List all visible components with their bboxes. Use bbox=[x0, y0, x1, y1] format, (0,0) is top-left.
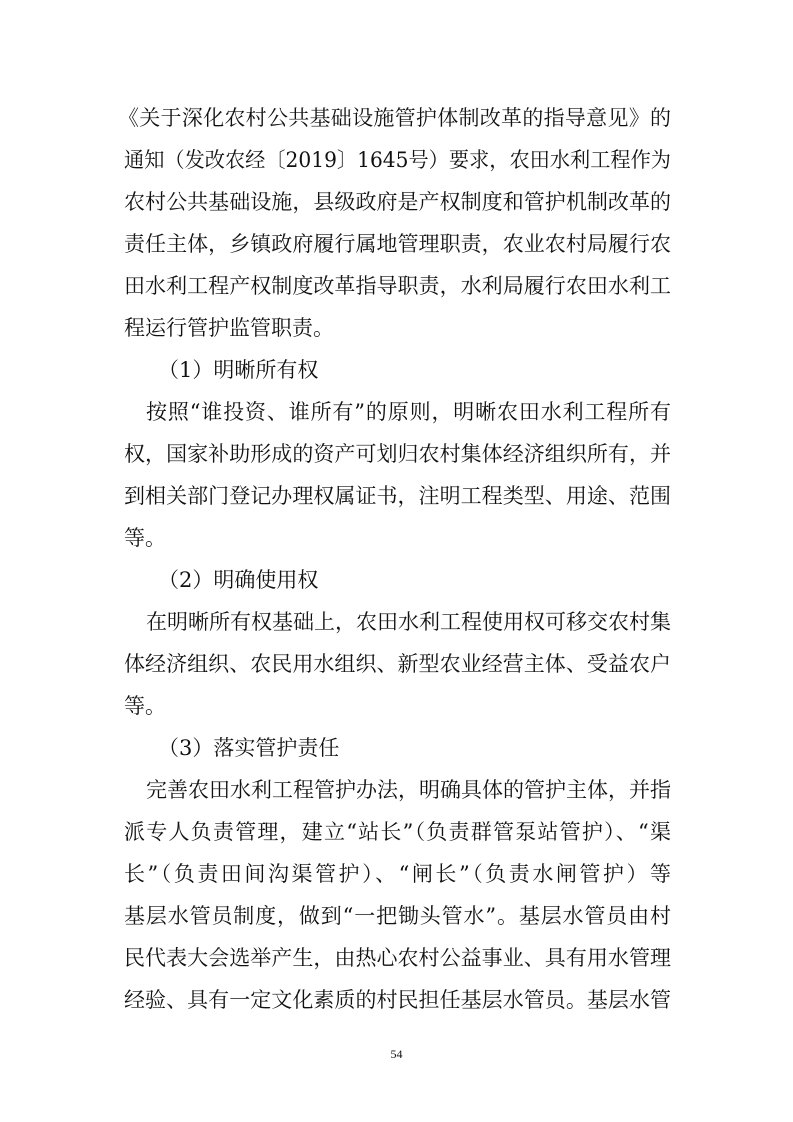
text-line: 权，国家补助形成的资产可划归农村集体经济组织所有，并 bbox=[124, 442, 672, 466]
heading-text: （1）明晰所有权 bbox=[158, 358, 319, 382]
section-2-line-2 bbox=[0, 644, 793, 684]
section-1-line-1 bbox=[0, 392, 793, 432]
text-line: 体经济组织、农民用水组织、新型农业经营主体、受益农户 bbox=[124, 652, 672, 676]
intro-line-5 bbox=[0, 266, 793, 306]
section-1-line-3 bbox=[0, 476, 793, 516]
text-line: 完善农田水利工程管护办法，明确具体的管护主体，并指 bbox=[146, 778, 671, 802]
heading-text: （3）落实管护责任 bbox=[158, 736, 340, 760]
text-line: 田水利工程产权制度改革指导职责，水利局履行农田水利工 bbox=[124, 274, 672, 298]
section-1-line-4 bbox=[0, 518, 793, 558]
text-line: 程运行管护监管职责。 bbox=[124, 316, 334, 340]
text-line: 《关于深化农村公共基础设施管护体制改革的指导意见》的 bbox=[118, 106, 672, 130]
section-3-line-3 bbox=[0, 854, 793, 894]
intro-line-3 bbox=[0, 182, 793, 222]
section-2-line-3 bbox=[0, 686, 793, 726]
section-3-line-1 bbox=[0, 770, 793, 810]
text-line: 通知（发改农经〔2019〕1645号）要求，农田水利工程作为 bbox=[124, 148, 671, 172]
text-line: 长”（负责田间沟渠管护）、“闸长”（负责水闸管护）等 bbox=[124, 862, 674, 886]
text-line: 经验、具有一定文化素质的村民担任基层水管员。基层水管 bbox=[124, 988, 672, 1012]
text-line: 农村公共基础设施，县级政府是产权制度和管护机制改革的 bbox=[124, 190, 672, 214]
page-number: 54 bbox=[390, 1047, 403, 1061]
text-line: 在明晰所有权基础上，农田水利工程使用权可移交农村集 bbox=[146, 610, 671, 634]
section-heading-usage-rights bbox=[0, 560, 793, 600]
section-1-line-2 bbox=[0, 434, 793, 474]
section-heading-ownership bbox=[0, 350, 793, 390]
intro-line-2 bbox=[0, 140, 793, 180]
intro-line-6 bbox=[0, 308, 793, 348]
text-line: 责任主体，乡镇政府履行属地管理职责，农业农村局履行农 bbox=[124, 232, 672, 256]
text-line: 民代表大会选举产生，由热心农村公益事业、具有用水管理 bbox=[124, 946, 672, 970]
text-line: 基层水管员制度，做到“一把锄头管水”。基层水管员由村 bbox=[124, 904, 672, 928]
text-line: 按照“谁投资、谁所有”的原则，明晰农田水利工程所有 bbox=[146, 400, 672, 424]
intro-line-1 bbox=[0, 98, 793, 138]
section-3-line-6 bbox=[0, 980, 793, 1020]
section-3-line-5 bbox=[0, 938, 793, 978]
section-3-line-2 bbox=[0, 812, 793, 852]
heading-text: （2）明确使用权 bbox=[158, 568, 319, 592]
text-line: 派专人负责管理，建立“站长”（负责群管泵站管护）、“渠 bbox=[124, 820, 673, 844]
section-3-line-4 bbox=[0, 896, 793, 936]
text-line: 等。 bbox=[124, 694, 166, 718]
text-line: 到相关部门登记办理权属证书，注明工程类型、用途、范围 bbox=[124, 484, 672, 508]
section-2-line-1 bbox=[0, 602, 793, 642]
text-line: 等。 bbox=[124, 526, 166, 550]
intro-line-4 bbox=[0, 224, 793, 264]
section-heading-maintenance-duty bbox=[0, 728, 793, 768]
